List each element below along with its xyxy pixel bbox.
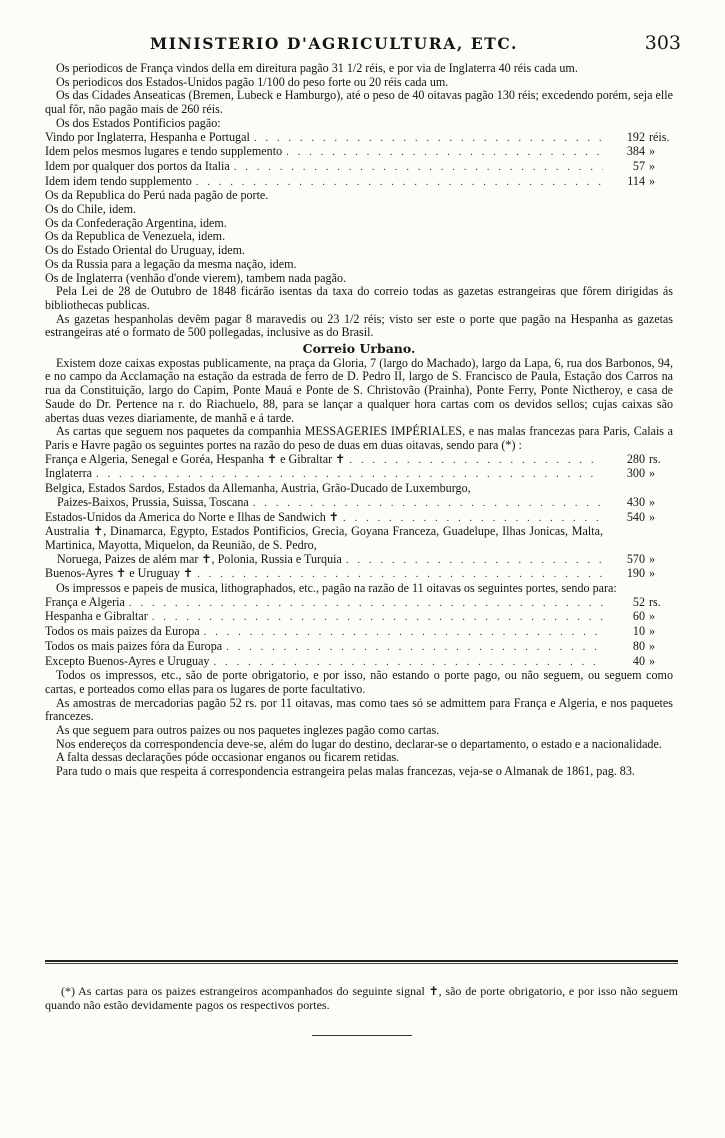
rate-row — [45, 496, 673, 511]
paragraph: Pela Lei de 28 de Outubro de 1848 ficárão isentas da taxa do correio todas as gazetas estrangeiras que fôrem dirigidas ás bibliothecas publicas. — [45, 284, 673, 312]
rate-row — [45, 145, 673, 160]
list-item: Os de Inglaterra (venhão d'onde vierem), tambem nada pagão. — [45, 270, 347, 285]
rate-row — [45, 175, 673, 190]
leader-dots — [349, 454, 603, 468]
list-item: Os do Estado Oriental do Uruguay, idem. — [45, 243, 246, 258]
main-text — [45, 62, 673, 779]
rate-label: Belgica, Estados Sardos, Estados da Allemanha, Austria, Grão-Ducado de Luxemburgo, — [45, 481, 471, 496]
paragraph: Os das Cidades Anseaticas (Bremen, Lubeck e Hamburgo), até o peso de 40 oitavas pagão 130 réis; excedendo porém, seja elle qual fôr, não pagão mais de 260 réis. — [45, 88, 673, 117]
rate-row — [45, 131, 673, 146]
paragraph: Os dos Estados Pontificios pagão: — [56, 115, 221, 130]
rate-row — [45, 625, 673, 640]
list-item: Os da Confederação Argentina, idem. — [45, 215, 227, 230]
rate-label: Todos os mais paizes fóra da Europa — [45, 638, 223, 653]
footnote-rule — [45, 960, 678, 962]
rate-unit: » — [649, 494, 656, 509]
paragraph: As amostras de mercadorias pagão 52 rs. por 11 oitavas, mas como taes só se admittem para França e Algeria, e nos paquetes francezes. — [45, 695, 673, 724]
paragraph: As gazetas hespanholas devêm pagar 8 maravedis ou 23 1/2 réis; visto ser este o porte que pagão na Hespanha as gazetas estrangeiras até o formato de 500 pollegadas, inclusive as do Brasil. — [45, 311, 673, 340]
rate-row — [45, 610, 673, 625]
rate-unit: » — [649, 144, 656, 159]
rate-row — [45, 553, 673, 568]
leader-dots — [346, 554, 603, 568]
rate-label: Excepto Buenos-Ayres e Uruguay — [45, 653, 210, 668]
rate-value: 192 — [626, 129, 645, 144]
end-rule — [312, 1035, 412, 1036]
rate-value: 10 — [632, 624, 645, 639]
rate-value: 280 — [626, 451, 645, 466]
leader-dots — [152, 611, 603, 625]
paragraph: Os impressos e papeis de musica, lithographados, etc., pagão na razão de 11 oitavas os seguintes portes, sendo para: — [56, 581, 617, 596]
paragraph: Nos endereços da correspondencia deve-se, além do lugar do destino, declarar-se o departamento, o estado e a nacionalidade. — [56, 736, 662, 751]
rate-value: 60 — [632, 609, 645, 624]
rate-row — [45, 640, 673, 655]
rate-label-continued: Paizes-Baixos, Prussia, Suissa, Toscana — [57, 494, 249, 509]
leader-dots — [213, 656, 603, 670]
rate-label: Todos os mais paizes da Europa — [45, 624, 200, 639]
leader-dots — [286, 146, 603, 160]
list-item: Os do Chile, idem. — [45, 202, 137, 217]
leader-dots — [253, 497, 603, 511]
rate-unit: » — [649, 624, 656, 639]
rate-row — [45, 467, 673, 482]
paragraph: Para tudo o mais que respeita á correspondencia estrangeira pelas malas francezas, veja-se o Almanak de 1861, pag. 83. — [56, 764, 635, 779]
rate-unit: réis. — [649, 129, 670, 144]
rate-row — [45, 453, 673, 468]
rate-label: Estados-Unidos da America do Norte e Ilhas de Sandwich ✝ — [45, 509, 339, 524]
leader-dots — [129, 597, 603, 611]
rate-unit: » — [649, 566, 656, 581]
rate-row — [45, 596, 673, 611]
printed-rate-table — [45, 596, 673, 670]
section-title: Correio Urbano. — [302, 341, 416, 357]
rate-unit: » — [649, 158, 656, 173]
rate-unit: » — [649, 653, 656, 668]
rate-value: 540 — [626, 509, 645, 524]
rate-unit: rs. — [649, 594, 661, 609]
rate-label: Vindo por Inglaterra, Hespanha e Portugal — [45, 129, 250, 144]
rate-unit: rs. — [649, 451, 661, 466]
rate-row — [45, 160, 673, 175]
paragraph: Existem doze caixas expostas publicamente, na praça da Gloria, 7 (largo do Machado), largo da Lapa, 6, rua dos Barbonos, 94, e no campo da Acclamação na estação da estrada de ferro de D. Pedro II, largo de S. Francisco de Paula, Estação dos Carros na rua da Constituição, largo do Capim, Ponte Mauá e Ponte de S. Christovão (Prainha), Ponte Ferry, Ponte Nictheroy, e casa de Saude do Dr. Pertence na r. do Riachuelo, 88, para se lançar a qualquer hora cartas com os devidos sellos; cujas caixas são abertas duas vezes diariamente, de manhã e á tarde. — [45, 355, 673, 425]
rate-unit: » — [649, 609, 656, 624]
paragraph: Os periodicos de França vindos della em direitura pagão 31 1/2 réis, e por via de Inglaterra 40 réis cada um. — [56, 61, 578, 75]
rate-row — [45, 655, 673, 670]
rate-label: Buenos-Ayres ✝ e Uruguay ✝ — [45, 566, 194, 581]
rate-row — [45, 511, 673, 526]
rate-unit: » — [649, 173, 656, 188]
rate-label: Inglaterra — [45, 466, 92, 481]
paragraph: Todos os impressos, etc., são de porte obrigatorio, e por isso, não estando o porte pago, ou não seguem, ou seguem como cartas, e porteados como ellas para os lugares de porte facultativo. — [45, 668, 673, 696]
rate-value: 384 — [626, 144, 645, 159]
rate-value: 300 — [626, 466, 645, 481]
page-number: 303 — [644, 32, 681, 54]
page-header — [0, 34, 725, 54]
rate-label: Idem idem tendo supplemento — [45, 173, 192, 188]
rate-label: Idem pelos mesmos lugares e tendo supplemento — [45, 144, 283, 159]
leader-dots — [234, 161, 603, 175]
rate-label-continued: Noruega, Paizes de além mar ✝, Polonia, Russia e Turquia — [57, 551, 342, 566]
list-item: Os da Republica do Perú nada pagão de porte. — [45, 188, 269, 203]
paragraph: A falta dessas declarações póde occasionar enganos ou ficarem retidas. — [56, 750, 400, 765]
rate-label: Australia ✝, Dinamarca, Egypto, Estados Pontificios, Grecia, Goyana Franceza, Guadelupe, Ilhas Jonicas, Malta, Martinica, Mayotta, Miquelon, da Reunião, de S. Pedro, — [45, 524, 603, 552]
letter-rate-table — [45, 453, 673, 582]
rate-value: 52 — [632, 594, 645, 609]
rate-label: França e Algeria — [45, 594, 125, 609]
rate-label: Idem por qualquer dos portos da Italia — [45, 158, 230, 173]
list-item: Os da Republica de Venezuela, idem. — [45, 229, 226, 244]
leader-dots — [197, 568, 603, 582]
rate-unit: » — [649, 551, 656, 566]
paragraph: As cartas que seguem nos paquetes da companhia MESSAGERIES IMPÉRIALES, e nas malas francezas para Paris, Calais a Paris e Havre pagão os seguintes portes na razão do peso de duas em duas oitavas, sendo para (*) : — [45, 424, 673, 452]
rate-value: 430 — [626, 494, 645, 509]
paragraph: Os periodicos dos Estados-Unidos pagão 1/100 do peso forte ou 20 réis cada um. — [56, 74, 449, 89]
rate-unit: » — [649, 509, 656, 524]
leader-dots — [96, 468, 603, 482]
rate-value: 57 — [632, 158, 645, 173]
leader-dots — [226, 641, 603, 655]
rate-row — [45, 567, 673, 582]
rate-value: 114 — [627, 173, 645, 188]
rate-value: 80 — [632, 638, 645, 653]
rate-unit: » — [649, 638, 656, 653]
footnote-rule-thin — [45, 963, 678, 964]
leader-dots — [196, 176, 603, 190]
rate-label: França e Algeria, Senegal e Goréa, Hespanha ✝ e Gibraltar ✝ — [45, 451, 346, 466]
rate-label: Hespanha e Gibraltar — [45, 609, 148, 624]
pontificios-rate-table — [45, 131, 673, 190]
rate-unit: » — [649, 466, 656, 481]
rate-value: 190 — [626, 566, 645, 581]
free-list — [45, 189, 673, 285]
rate-value: 40 — [632, 653, 645, 668]
list-item: Os da Russia para a legação da mesma nação, idem. — [45, 256, 297, 271]
footnote: (*) As cartas para os paizes estrangeiros acompanhados do seguinte signal ✝, são de porte obrigatorio, e por isso não seguem quando não estão devidamente pagos os respectivos portes. — [45, 984, 678, 1012]
leader-dots — [204, 626, 603, 640]
paragraph: As que seguem para outros paizes ou nos paquetes inglezes pagão como cartas. — [56, 723, 440, 738]
running-title: MINISTERIO D'AGRICULTURA, ETC. — [150, 34, 519, 53]
leader-dots — [343, 512, 603, 526]
rate-value: 570 — [626, 551, 645, 566]
leader-dots — [254, 132, 603, 146]
